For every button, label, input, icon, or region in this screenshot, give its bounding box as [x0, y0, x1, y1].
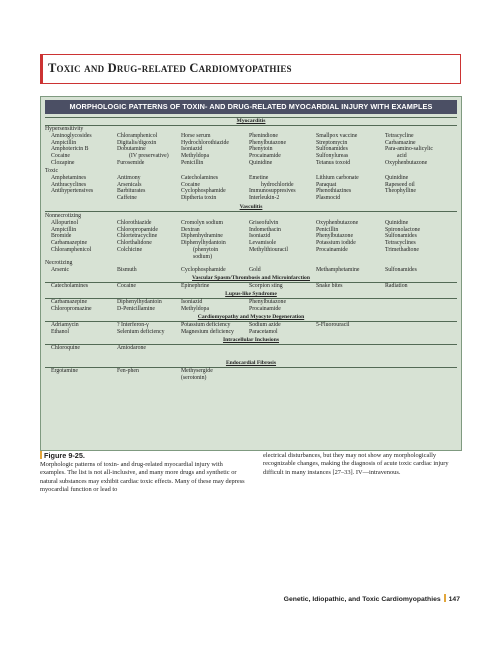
table-cell: Hydrochlorothiazide — [181, 139, 229, 146]
table-cell: Amphotericin B — [51, 146, 89, 153]
table-cell: Phenindione — [249, 133, 278, 139]
table-cell: Procainamide — [249, 153, 281, 160]
group-toxic: Toxic — [45, 168, 59, 174]
table-cell: Carbamazine — [385, 139, 416, 146]
myocarditis_hyper-column-1 — [51, 133, 92, 167]
caption-marker-icon — [40, 451, 42, 459]
table-cell: Smallpox vaccine — [316, 133, 358, 139]
table-cell: Ampicillin — [51, 226, 77, 233]
table-body — [45, 117, 457, 447]
vasculitis_nec-column-3 — [181, 267, 226, 274]
inclusions-column-1 — [51, 345, 80, 352]
vasculitis_nonnec-column-5 — [316, 220, 358, 254]
table-cell: Theophylline — [385, 188, 416, 195]
table-cell: Amphetamines — [51, 175, 87, 181]
cardio-column-1 — [51, 322, 79, 335]
figure-caption: Morphologic patterns of toxin- and drug-related myocardial injury with examples. The list is not all-inclusive, and many more drugs and synthetic or natural substances may exhibit cardiac toxic effects. Many of these may depress myocardial function or lead to — [40, 461, 245, 493]
table-cell: acid — [397, 153, 407, 160]
table-cell: Selenium deficiency — [117, 328, 165, 335]
table-cell: Methyldopa — [181, 305, 210, 312]
vasculitis_nonnec-column-6 — [385, 220, 420, 254]
table-cell: Diphenylhydantoin — [117, 299, 162, 305]
cardio-column-4 — [249, 322, 281, 335]
table-cell: Chlortetracycline — [117, 233, 158, 240]
section-lupus: Lupus-like Syndrome — [225, 291, 277, 297]
table-cell: Carbamazepine — [51, 299, 88, 305]
myocarditis_toxic-column-4 — [249, 175, 296, 202]
table-cell: Scorpion sting — [249, 283, 283, 289]
table-cell: Gold — [249, 267, 261, 273]
spasm-column-6 — [385, 283, 408, 290]
table-cell: Ethanol — [51, 328, 70, 335]
lupus-column-1 — [51, 299, 92, 312]
table-cell: Rapeseed oil — [385, 181, 415, 188]
table-cell: Diphenylhydantoin — [181, 240, 226, 247]
cardio-column-2 — [117, 322, 165, 335]
table-cell: Aminoglycosides — [51, 133, 92, 139]
section-rule — [45, 367, 457, 368]
myocarditis_hyper-column-6 — [385, 133, 433, 167]
myocarditis_hyper-column-3 — [181, 133, 229, 167]
table-cell: sodium) — [193, 253, 213, 260]
table-cell: Oxyphenbutazone — [316, 220, 359, 226]
table-cell: Allopurinol — [51, 220, 79, 226]
table-cell: Sulfonamides — [316, 146, 348, 153]
table-cell: Cocaine — [181, 181, 200, 188]
table-cell: Magnesium deficiency — [181, 328, 234, 335]
table-cell: Quinidine — [385, 175, 409, 181]
vasculitis_nec-column-4 — [249, 267, 261, 274]
table-cell: Penicillin — [181, 159, 204, 166]
table-cell: Carbamazepine — [51, 240, 88, 247]
table-cell: (IV preservative) — [129, 153, 169, 160]
vasculitis_nec-column-2 — [117, 267, 137, 274]
myocarditis_hyper-column-4 — [249, 133, 286, 167]
table-cell: Epinephrine — [181, 283, 210, 289]
spasm-column-1 — [51, 283, 88, 290]
table-cell: Methylthiouracil — [249, 246, 288, 253]
inclusions-column-2 — [117, 345, 146, 352]
table-cell: Chloroquine — [51, 345, 80, 351]
table-cell: Phenylbutazone — [249, 299, 287, 305]
table-cell: Indomethacin — [249, 226, 281, 233]
figure-label: Figure 9-25. — [40, 451, 85, 460]
table-cell: Para-amino-salicylic — [385, 146, 433, 153]
table-cell: Barbiturates — [117, 188, 146, 195]
table-cell: Phenothiazines — [316, 188, 352, 195]
spasm-column-2 — [117, 283, 136, 290]
table-cell: Ampicillin — [51, 139, 77, 146]
table-cell: Horse serum — [181, 133, 211, 139]
lupus-column-4 — [249, 299, 286, 312]
table-cell: Interleukin-2 — [249, 195, 280, 202]
fibrosis-column-1 — [51, 368, 78, 375]
table-cell: Isoniazid — [181, 299, 203, 305]
cardio-column-5 — [316, 322, 350, 329]
vasculitis_nonnec-column-2 — [117, 220, 158, 254]
table-cell: Cromolyn sodium — [181, 220, 224, 226]
table-cell: Oxyphenbutazone — [385, 159, 428, 166]
table-title: MORPHOLOGIC PATTERNS OF TOXIN- AND DRUG-RELATED MYOCARDIAL INJURY WITH EXAMPLES — [45, 100, 457, 114]
table-cell: Colchicine — [117, 246, 143, 253]
table-cell: Sulfonamides — [385, 267, 417, 273]
vasculitis_nec-column-5 — [316, 267, 359, 274]
body-continuation: electrical disturbances, but they may not show any morphologically recognizable changes, making the diagnosis of acute toxic cardiac injury difficult in many instances [27–33]. IV—intravenous. — [263, 452, 449, 476]
table-cell: Bromide — [51, 233, 72, 240]
myocarditis_toxic-column-1 — [51, 175, 93, 195]
table-cell: Sulfonylureas — [316, 153, 349, 160]
table-cell: Tetracyclines — [385, 240, 416, 247]
table-cell: Methamphetamine — [316, 267, 360, 273]
myocarditis_toxic-column-3 — [181, 175, 226, 202]
fibrosis-column-2 — [117, 368, 139, 375]
page-footer — [284, 594, 460, 603]
fibrosis-column-3 — [181, 368, 213, 381]
table-cell: (serotonin) — [181, 374, 207, 381]
table-cell: Streptomycin — [316, 139, 348, 146]
table-cell: Trimethadione — [385, 246, 419, 253]
vasculitis_nec-column-6 — [385, 267, 417, 274]
table-cell: Sodium azide — [249, 322, 281, 328]
myocarditis_toxic-column-2 — [117, 175, 145, 202]
table-cell: Chloramphenicol — [117, 133, 158, 139]
table-cell: Fen-phen — [117, 368, 139, 374]
table-cell: Isoniazid — [181, 146, 203, 153]
spasm-column-5 — [316, 283, 343, 290]
section-rule — [45, 211, 457, 212]
lupus-column-2 — [117, 299, 162, 312]
table-cell: Tetanus toxoid — [316, 159, 351, 166]
table-cell: Spironolactone — [385, 226, 421, 233]
page-number: 147 — [448, 596, 460, 603]
table-cell: Methyldopa — [181, 153, 210, 160]
table-cell: Paracetamol — [249, 328, 278, 335]
table-cell: Catecholamines — [181, 175, 219, 181]
spasm-column-3 — [181, 283, 209, 290]
table-cell: Methysergide — [181, 368, 213, 374]
table-cell: Antimony — [117, 175, 141, 181]
table-cell: Potassium deficiency — [181, 322, 231, 328]
group-necrotizing: Necrotizing — [45, 260, 73, 266]
table-cell: Radiation — [385, 283, 408, 289]
table-cell: Phenytoin — [249, 146, 273, 153]
table-cell: Paraquat — [316, 181, 337, 188]
table-cell: Sulfonamides — [385, 233, 417, 240]
myocarditis_hyper-column-5 — [316, 133, 357, 167]
group-hypersensitivity: Hypersensitivity — [45, 126, 84, 132]
table-cell: Chloropropamide — [117, 226, 158, 233]
section-fibrosis: Endocardial Fibrosis — [225, 360, 277, 366]
drug-injury-table — [40, 96, 462, 451]
chapter-title-box — [40, 54, 461, 84]
section-vascular_spasm: Vascular Spasm/Thrombosis and Microinfarction — [192, 275, 310, 281]
vasculitis_nonnec-column-4 — [249, 220, 288, 254]
table-cell: Penicillin — [316, 226, 339, 233]
table-cell: Furosemide — [117, 159, 145, 166]
table-cell: Digitalis/digoxin — [117, 139, 157, 146]
table-cell: hydrochloride — [261, 181, 294, 188]
table-cell: Adriamycin — [51, 322, 79, 328]
footer-divider-icon — [444, 594, 446, 602]
table-cell: Antihypertensives — [51, 188, 94, 195]
table-cell: Catecholamines — [51, 283, 89, 289]
table-cell: D-Penicillamine — [117, 305, 155, 312]
table-cell: Arsenic — [51, 267, 70, 273]
table-cell: Diptheria toxin — [181, 195, 217, 202]
table-cell: Griseofulvin — [249, 220, 279, 226]
table-cell: Bismuth — [117, 267, 137, 273]
table-cell: Chlorothiazide — [117, 220, 152, 226]
table-cell: Tetracycline — [385, 133, 414, 139]
table-cell: Diphenhydramine — [181, 233, 223, 240]
table-cell: Phenylbutazone — [249, 139, 287, 146]
table-cell: Levamisole — [249, 240, 277, 247]
table-cell: Cocaine — [51, 153, 70, 160]
section-rule — [45, 344, 457, 345]
table-cell: Dextran — [181, 226, 200, 233]
table-cell: Quinidine — [249, 159, 273, 166]
myocarditis_toxic-column-5 — [316, 175, 359, 202]
table-cell: Emetine — [249, 175, 269, 181]
table-cell: Quinidine — [385, 220, 409, 226]
table-cell: Dobutamine — [117, 146, 146, 153]
table-cell: ? Interferon-γ — [117, 322, 149, 328]
table-cell: Cyclophosphamide — [181, 188, 226, 195]
table-cell: Amiodarone — [117, 345, 146, 351]
myocarditis_hyper-column-2 — [117, 133, 169, 167]
table-cell: Plasmocid — [316, 195, 341, 202]
table-cell: 5-Fluorouracil — [316, 322, 350, 328]
table-cell: Procainamide — [249, 305, 281, 312]
vasculitis_nonnec-column-1 — [51, 220, 91, 254]
table-cell: Chloramphenicol — [51, 246, 92, 253]
section-vasculitis: Vasculitis — [239, 204, 263, 210]
table-cell: Arsenicals — [117, 181, 142, 188]
vasculitis_nec-column-1 — [51, 267, 69, 274]
table-cell: Phenylbutazone — [316, 233, 354, 240]
table-cell: (phenytoin — [193, 246, 219, 253]
table-cell: Potassium iodide — [316, 240, 356, 247]
table-cell: Ergotamine — [51, 368, 78, 374]
section-myocarditis: Myocarditis — [236, 118, 266, 124]
table-cell: Immunosuppresives — [249, 188, 296, 195]
section-cardiomyopathy: Cardiomyopathy and Myocyte Degeneration — [197, 314, 305, 320]
table-cell: Chlorthalidone — [117, 240, 152, 247]
section-rule — [45, 125, 457, 126]
table-cell: Procainamide — [316, 246, 348, 253]
vasculitis_nonnec-column-3 — [181, 220, 226, 260]
section-inclusions: Intracellular Inclusions — [223, 337, 279, 343]
table-cell: Lithium carbonate — [316, 175, 359, 181]
cardio-column-3 — [181, 322, 234, 335]
table-cell: Caffeine — [117, 195, 137, 202]
table-cell: Anthracyclines — [51, 181, 87, 188]
table-cell: Cyclophosphamide — [181, 267, 226, 273]
table-cell: Snake bites — [316, 283, 343, 289]
myocarditis_toxic-column-6 — [385, 175, 416, 195]
table-cell: Cocaine — [117, 283, 136, 289]
chapter-title: Toxic and Drug-related Cardiomyopathies — [48, 61, 292, 75]
table-cell: Isoniazid — [249, 233, 271, 240]
table-cell: Chloropromazine — [51, 305, 92, 312]
running-footer: Genetic, Idiopathic, and Toxic Cardiomyopathies — [283, 596, 441, 603]
lupus-column-3 — [181, 299, 209, 312]
group-nonnecrotizing: Nonnecrotizing — [45, 213, 82, 219]
table-cell: Clozapine — [51, 159, 75, 166]
spasm-column-4 — [249, 283, 283, 290]
